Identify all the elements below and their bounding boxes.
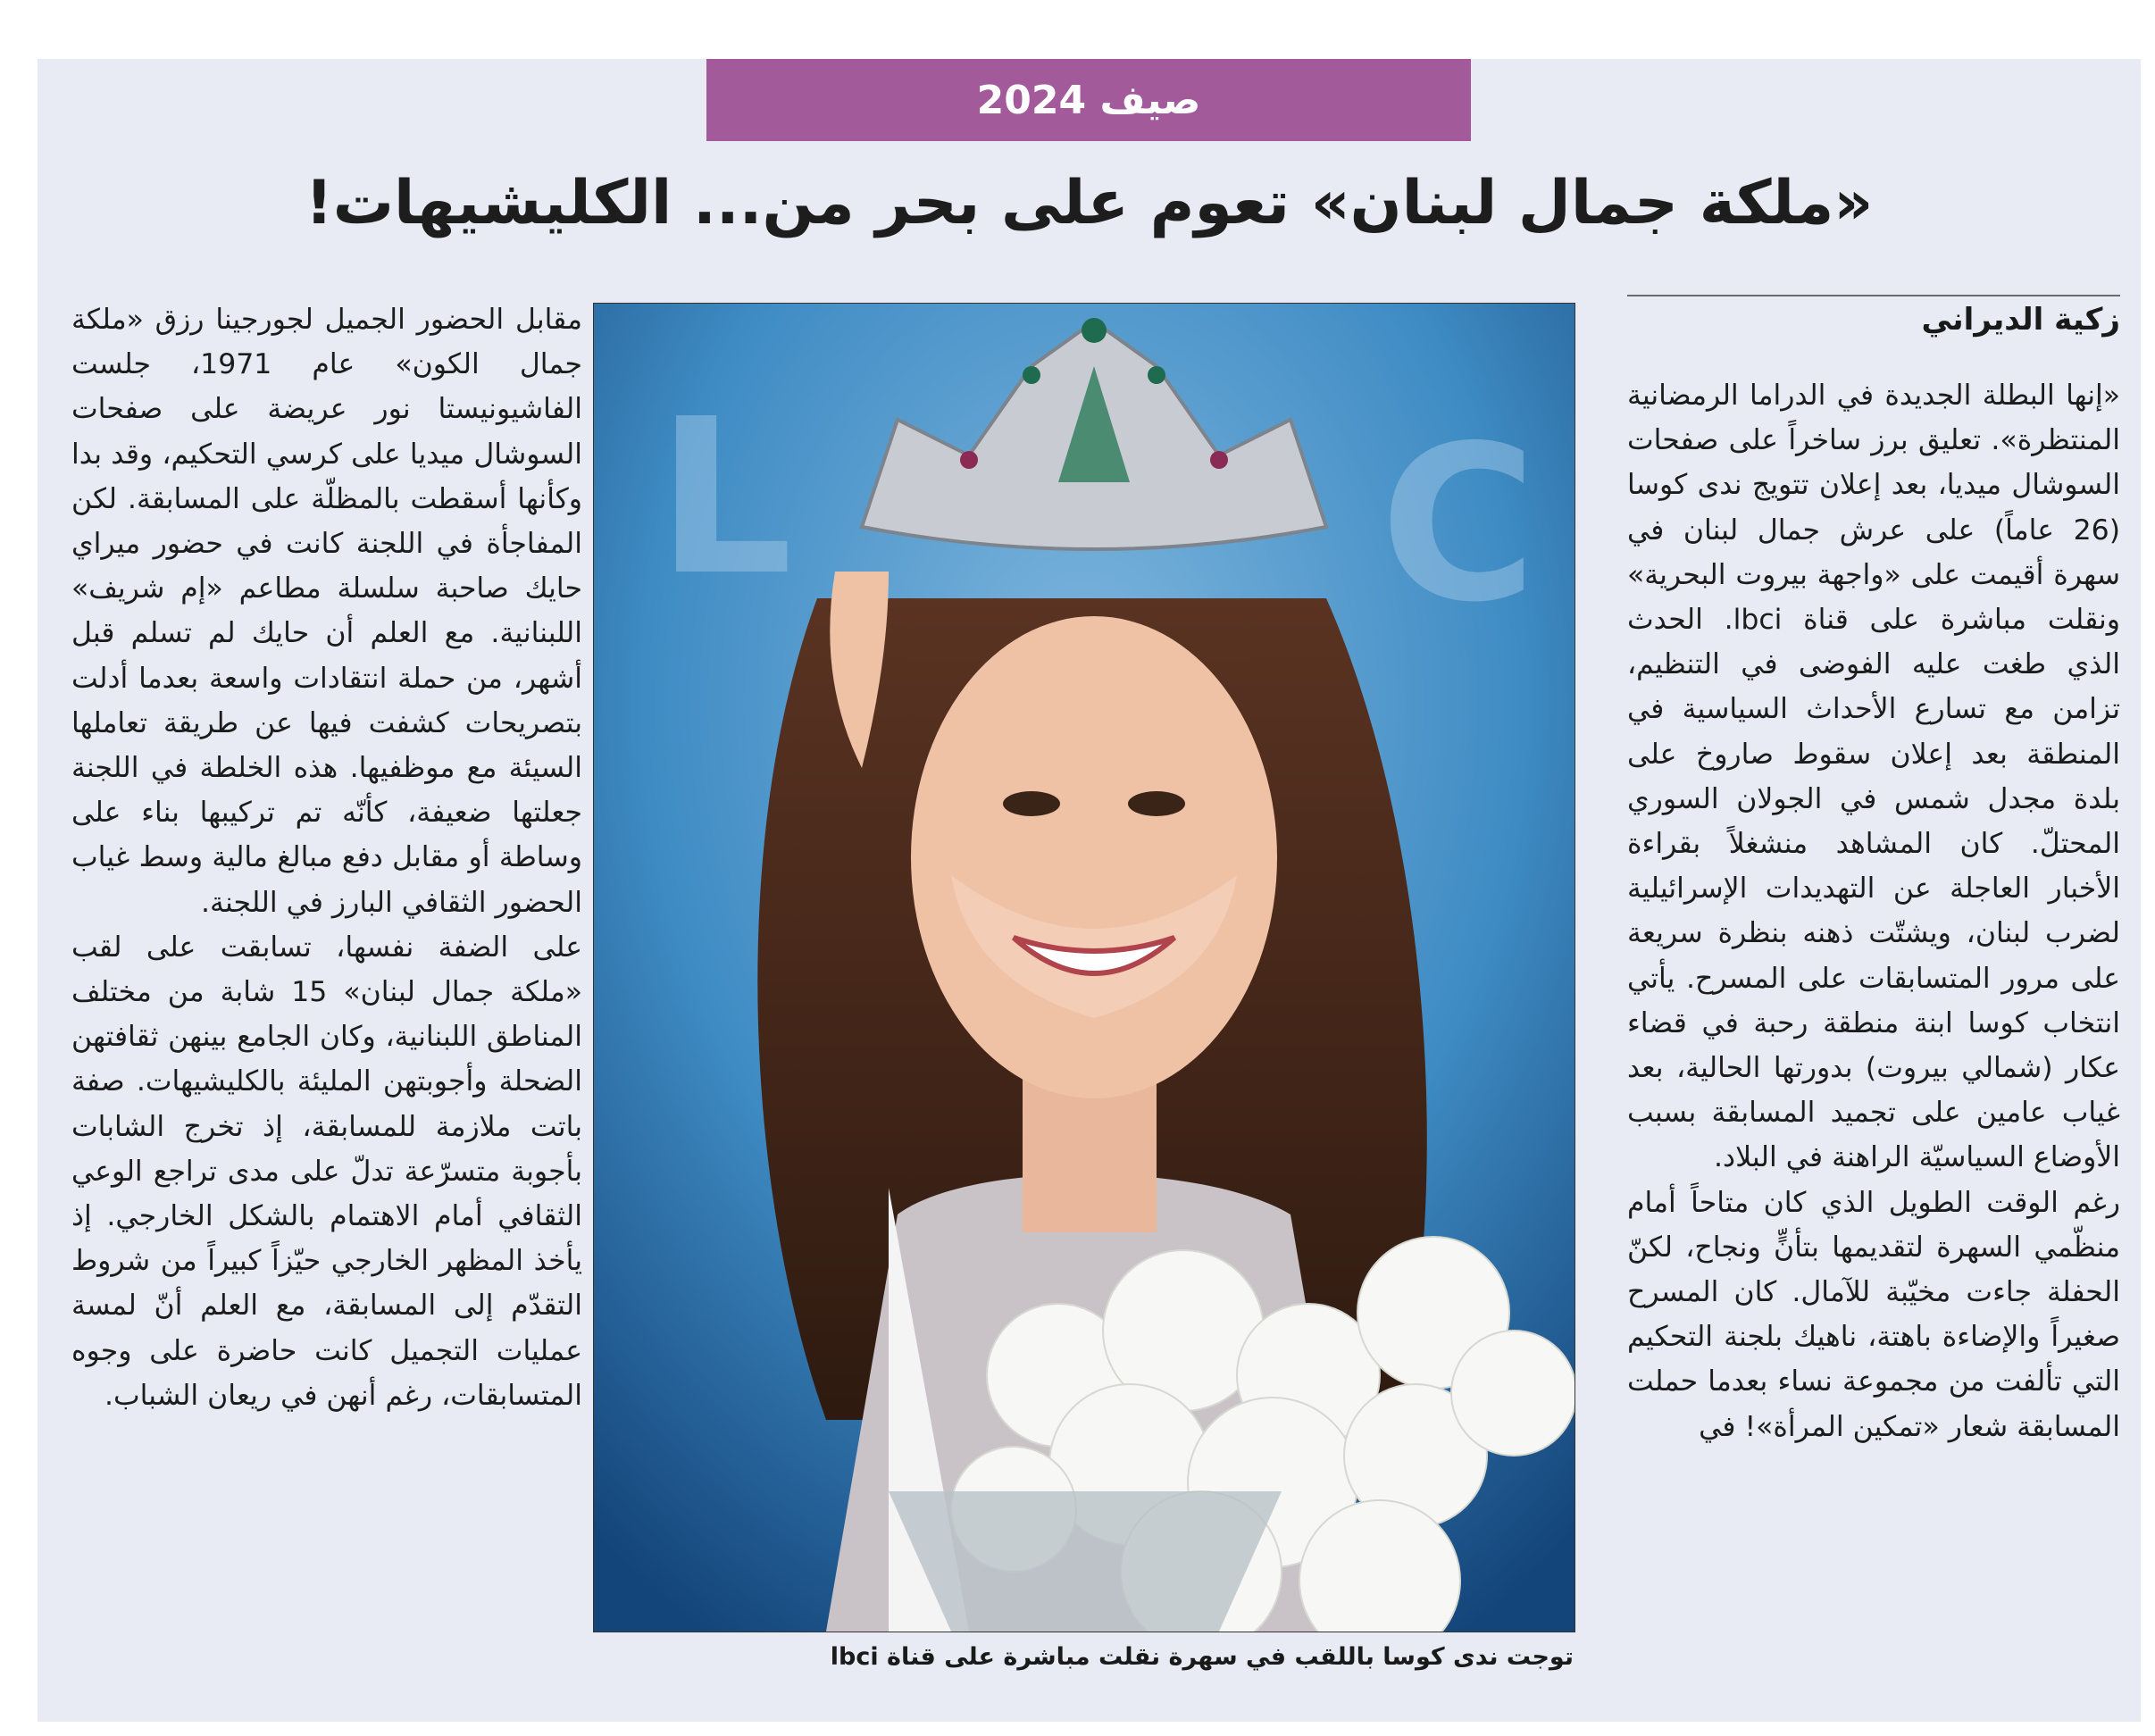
paragraph: «إنها البطلة الجديدة في الدراما الرمضانية المنتظرة». تعليق برز ساخراً على صفحات السوشال ميديا، بعد إعلان تتويج ندى كوسا (26 عاماً) على عرش جمال لبنان في سهرة أقيمت على «واجهة بيروت البحرية» ونقلت مباشرة على قناة lbci. الحدث الذي طغت عليه الفوضى في التنظيم، تزامن مع تسارع الأحداث السياسية في المنطقة بعد إعلان سقوط صاروخ على بلدة مجدل شمس في الجولان السوري المحتلّ. كان المشاهد منشغلاً بقراءة الأخبار العاجلة عن التهديدات الإسرائيلية لضرب لبنان، ويشتّت ذهنه بنظرة سريعة على مرور المتسابقات على المسرح. يأتي انتخاب كوسا ابنة منطقة رحبة في قضاء عكار (شمالي بيروت) بدورتها الحالية، بعد غياب عامين على تجميد المسابقة بسبب الأوضاع السياسيّة الراهنة في البلاد.	[1627, 380, 2120, 1174]
photo-caption: توجت ندى كوسا باللقب في سهرة نقلت مباشرة على قناة lbci	[830, 1643, 1574, 1671]
svg-text:L: L	[656, 372, 793, 622]
article-photo	[593, 303, 1575, 1632]
section-banner-text: صيف 2024	[976, 77, 1201, 123]
svg-text:C: C	[1380, 399, 1538, 649]
article-headline: «ملكة جمال لبنان» تعوم على بحر من... الكليشيهات!	[305, 168, 1874, 238]
pageant-winner-photo	[594, 304, 1574, 1632]
article-column-right	[1627, 373, 2120, 1449]
section-banner	[706, 59, 1471, 141]
author-divider	[1627, 295, 2120, 296]
paragraph: على الضفة نفسها، تسابقت على لقب «ملكة جمال لبنان» 15 شابة من مختلف المناطق اللبنانية، وكان الجامع بينهن ثقافتهن الضحلة وأجوبتهن المليئة بالكليشيهات. صفة باتت ملازمة للمسابقة، إذ تخرج الشابات بأجوبة متسرّعة تدلّ على مدى تراجع الوعي الثقافي أمام الاهتمام بالشكل الخارجي. إذ يأخذ المظهر الخارجي حيّزاً كبيراً من شروط التقدّم إلى المسابقة، مع العلم أنّ لمسة عمليات التجميل كانت حاضرة على وجوه المتسابقات، رغم أنهن في ريعان الشباب.	[71, 931, 582, 1412]
newspaper-page	[38, 59, 2141, 1722]
article-column-left	[71, 297, 582, 1418]
author-byline: زكية الديراني	[1921, 302, 2120, 338]
paragraph: مقابل الحضور الجميل لجورجينا رزق «ملكة جمال الكون» عام 1971، جلست الفاشيونيستا نور عريضة على صفحات السوشال ميديا على كرسي التحكيم، وقد بدا وكأنها أسقطت بالمظلّة على المسابقة. لكن المفاجأة في اللجنة كانت في حضور ميراي حايك صاحبة سلسلة مطاعم «إم شريف» اللبنانية. مع العلم أن حايك لم تسلم قبل أشهر، من حملة انتقادات واسعة بعدما أدلت بتصريحات كشفت فيها عن طريقة تعاملها السيئة مع موظفيها. هذه الخلطة في اللجنة جعلتها ضعيفة، كأنّه تم تركيبها بناء على وساطة أو مقابل دفع مبالغ مالية وسط غياب الحضور الثقافي البارز في اللجنة.	[71, 304, 582, 919]
paragraph: رغم الوقت الطويل الذي كان متاحاً أمام منظّمي السهرة لتقديمها بتأنٍّ ونجاح، لكنّ الحفلة جاءت مخيّبة للآمال. كان المسرح صغيراً والإضاءة باهتة، ناهيك بلجنة التحكيم التي تألفت من مجموعة نساء بعدما حملت المسابقة شعار «تمكين المرأة»! في	[1627, 1186, 2120, 1443]
